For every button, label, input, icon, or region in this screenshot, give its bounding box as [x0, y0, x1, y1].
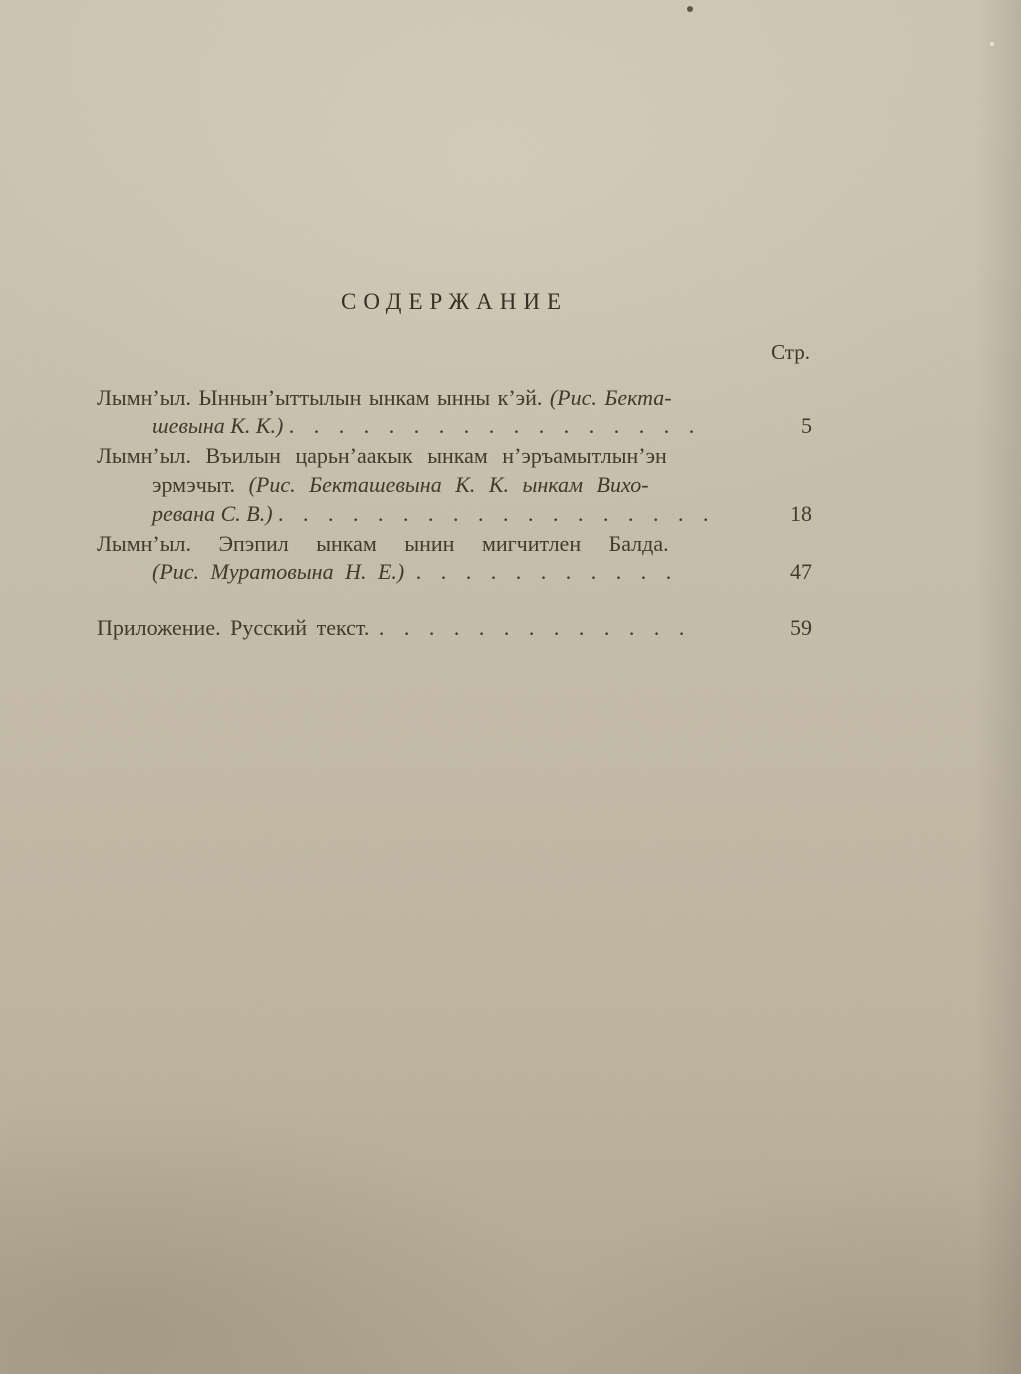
toc-line	[97, 615, 812, 640]
dot-leader: . . . . . . . . . . . . . . . . . .	[278, 501, 710, 526]
toc-entry-credit: (Рис. Муратовына Н. Е.)	[152, 559, 416, 584]
toc-entry-text: эрмэчыт.	[152, 472, 249, 497]
toc-entry-credit: (Рис. Бекташевына К. К. ынкам Вихо-	[248, 472, 649, 497]
toc-entry-text: Приложение. Русский текст.	[97, 615, 379, 640]
toc-line	[97, 501, 812, 526]
toc-line	[97, 559, 812, 584]
toc-entry-credit: ревана С. В.)	[152, 501, 279, 526]
toc-entry-credit: (Рис. Бекта-	[549, 385, 672, 410]
dot-leader: . . . . . . . . . . . . .	[378, 615, 686, 640]
toc-line	[97, 472, 812, 497]
toc-page-number: 5	[801, 413, 812, 438]
dot-leader: . . . . . . . . . . . . . . . . .	[288, 413, 696, 438]
toc-entry-credit: шевына К. К.)	[152, 413, 289, 438]
toc-page-number: 18	[790, 501, 812, 526]
toc-page-number: 59	[790, 615, 812, 640]
toc-line	[97, 385, 812, 410]
paper-fleck	[990, 42, 994, 46]
dot-leader: . . . . . . . . . . .	[415, 559, 673, 584]
toc-line	[97, 413, 812, 438]
page-title: СОДЕРЖАНИЕ	[340, 289, 568, 314]
toc-entry-text: Лымн’ыл. Ыннын’ыттылын ынкам ынны к’эй.	[97, 385, 550, 410]
page-column-header: Стр.	[771, 340, 810, 364]
table-of-contents	[97, 0, 812, 700]
toc-line	[97, 531, 812, 556]
toc-entry-text: Лымн’ыл. Въилын царьн’аакык ынкам н’эръамытлын’эн	[97, 443, 667, 468]
toc-entry-text: Лымн’ыл. Эпэпил ынкам ынин мигчитлен Балда.	[97, 531, 669, 556]
toc-line	[97, 443, 812, 468]
toc-page-number: 47	[790, 559, 812, 584]
